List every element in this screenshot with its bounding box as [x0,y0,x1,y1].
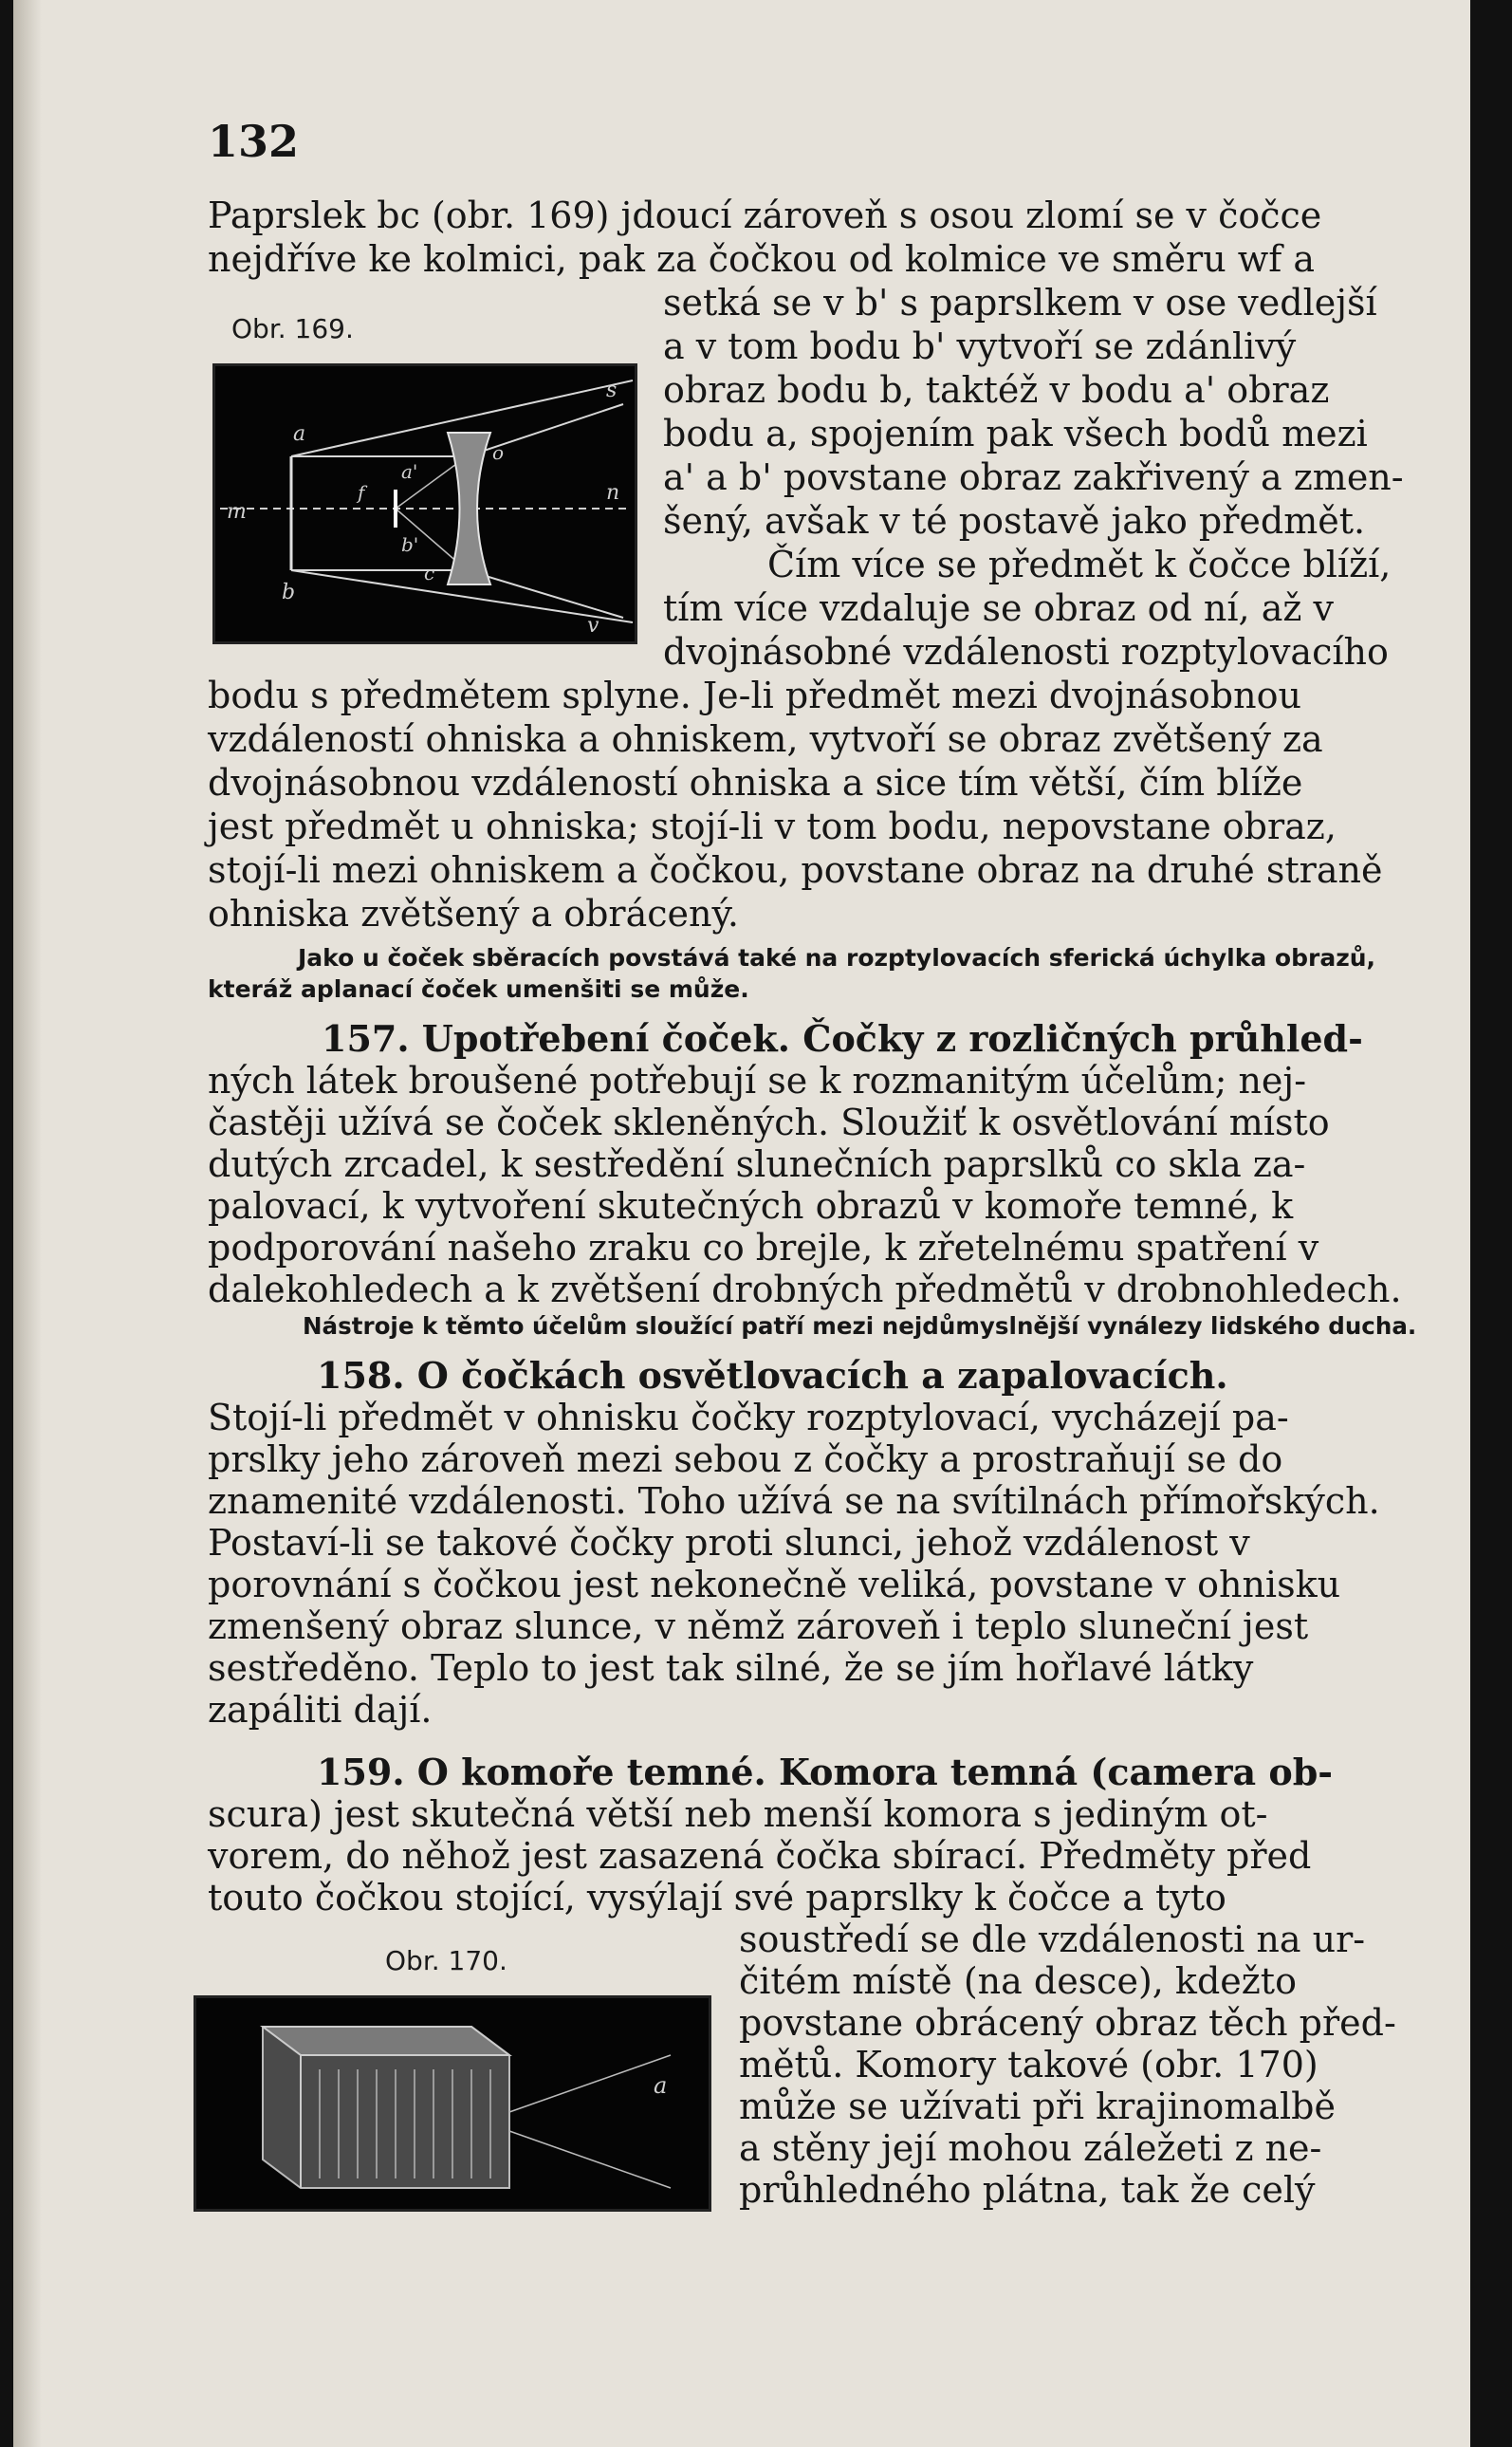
fig169-label-s: s [606,379,618,402]
text-line: porovnání s čočkou jest nekonečně veliká, povstane v ohnisku [208,1564,1341,1605]
text-line: jest předmět u ohniska; stojí-li v tom bodu, nepovstane obraz, [208,806,1337,847]
text-line: dalekohledech a k zvětšení drobných předmětů v drobnohledech. [208,1269,1402,1310]
text-line: mětů. Komory takové (obr. 170) [739,2044,1318,2086]
text-line: a' a b' povstane obraz zakřivený a zmen- [663,456,1404,498]
book-page [13,0,1470,2447]
page-gutter-shadow [13,0,42,2447]
text-line: dutých zrcadel, k sestředění slunečních paprslků co skla za- [208,1143,1306,1185]
page-number: 132 [208,116,300,167]
text-line: ných látek broušené potřebují se k rozmanitým účelům; nej- [208,1060,1307,1102]
text-line: dvojnásobné vzdálenosti rozptylovacího [663,631,1389,673]
text-line: Paprslek bc (obr. 169) jdoucí zároveň s osou zlomí se v čočce [208,195,1322,236]
fig169-label-b-prime: b' [401,533,419,556]
text-line: Postaví-li se takové čočky proti slunci, jehož vzdálenost v [208,1522,1250,1564]
figure-169-caption: Obr. 169. [231,313,354,344]
fig169-label-v: v [587,614,599,638]
text-line: sestředěno. Teplo to jest tak silné, že se jím hořlavé látky [208,1647,1254,1689]
text-line: vzdáleností ohniska a ohniskem, vytvoří se obraz zvětšený za [208,718,1323,760]
text-line: a v tom bodu b' vytvoří se zdánlivý [663,325,1297,367]
text-line: vorem, do něhož jest zasazená čočka sbírací. Předměty před [208,1835,1312,1877]
figure-170 [194,1995,711,2212]
footnote-line: kteráž aplanací čoček umenšiti se může. [208,975,749,1003]
fig169-label-n: n [606,481,620,505]
text-line: soustředí se dle vzdálenosti na ur- [739,1919,1366,1960]
text-line: šený, avšak v té postavě jako předmět. [663,500,1366,542]
fig169-label-o: o [492,441,505,464]
figure-170-caption: Obr. 170. [385,1945,507,1976]
text-line: palovací, k vytvoření skutečných obrazů v komoře temné, k [208,1185,1294,1227]
fig170-label-a: a [654,2072,668,2099]
text-line: nejdříve ke kolmici, pak za čočkou od kolmice ve směru wf a [208,238,1316,280]
text-line: znamenité vzdálenosti. Toho užívá se na svítilnách přímořských. [208,1480,1380,1522]
figure-169 [212,363,637,644]
text-line: bodu a, spojením pak všech bodů mezi [663,413,1368,454]
text-line: Stojí-li předmět v ohnisku čočky rozptylovací, vycházejí pa- [208,1397,1289,1438]
text-line: může se užívati při krajinomalbě [739,2086,1336,2127]
text-line: tím více vzdaluje se obraz od ní, až v [663,587,1334,629]
text-line: stojí-li mezi ohniskem a čočkou, povstane obraz na druhé straně [208,849,1383,891]
text-line: obraz bodu b, taktéž v bodu a' obraz [663,369,1330,411]
fig169-label-b: b [282,581,296,604]
fig169-label-c: c [424,562,435,584]
text-line: zmenšený obraz slunce, v němž zároveň i teplo sluneční jest [208,1605,1309,1647]
text-line: bodu s předmětem splyne. Je-li předmět mezi dvojnásobnou [208,675,1301,716]
camera-obscura-illustration [196,1998,709,2209]
section-158-heading: 158. O čočkách osvětlovacích a zapalovacích. [317,1354,1228,1397]
section-159-heading: 159. O komoře temné. Komora temná (camera ob- [317,1751,1334,1793]
fig169-label-a: a [293,422,306,446]
text-line: prslky jeho zároveň mezi sebou z čočky a prostraňují se do [208,1438,1283,1480]
text-line: setká se v b' s paprslkem v ose vedlejší [663,282,1377,324]
footnote-line: Nástroje k těmto účelům sloužící patří mezi nejdůmyslnější vynálezy lidského ducha. [303,1312,1417,1340]
text-line: povstane obrácený obraz těch před- [739,2002,1396,2044]
fig169-label-m: m [227,500,247,524]
diverging-lens-diagram [215,366,635,641]
text-line: čitém místě (na desce), kdežto [739,1960,1297,2002]
text-line: průhledného plátna, tak že celý [739,2169,1316,2211]
text-line: zapáliti dají. [208,1689,433,1731]
section-157-heading: 157. Upotřebení čoček. Čočky z rozličných průhled- [322,1017,1363,1060]
text-line: ohniska zvětšený a obrácený. [208,893,739,935]
footnote-line: Jako u čoček sběracích povstává také na rozptylovacích sferická úchylka obrazů, [298,944,1376,972]
text-line: podporování našeho zraku co brejle, k zřetelnému spatření v [208,1227,1319,1269]
text-line: Čím více se předmět k čočce blíží, [767,544,1392,585]
text-line: častěji užívá se čoček skleněných. Sloužiť k osvětlování místo [208,1102,1330,1143]
text-line: scura) jest skutečná větší neb menší komora s jediným ot- [208,1793,1268,1835]
text-line: dvojnásobnou vzdáleností ohniska a sice tím větší, čím blíže [208,762,1303,804]
fig169-label-f: f [358,481,365,504]
fig169-label-a-prime: a' [401,460,418,483]
text-line: a stěny její mohou záležeti z ne- [739,2127,1322,2169]
text-line: touto čočkou stojící, vysýlají své paprslky k čočce a tyto [208,1877,1226,1919]
